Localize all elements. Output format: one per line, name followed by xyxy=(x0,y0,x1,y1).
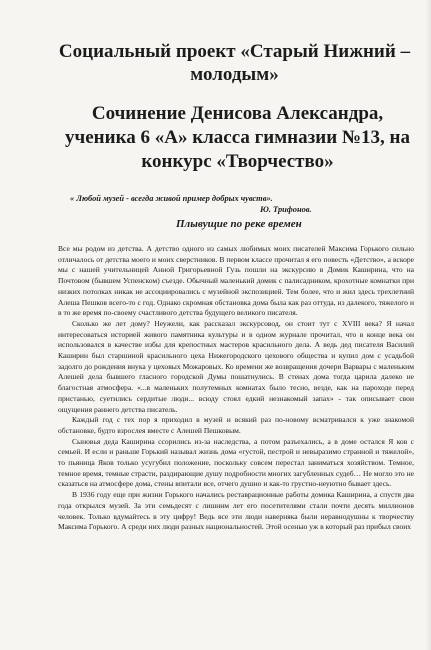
essay-title: Сочинение Денисова Александра, ученика 6 «А» класса гимназии №13, на конкурс «Творчество» xyxy=(65,103,410,172)
epigraph-quote: « Любой музей - всегда живой пример добрых чувств». xyxy=(70,194,273,203)
scan-edge-shadow xyxy=(425,0,431,650)
paragraph: В 1936 году еще при жизни Горького начались реставрационные работы домика Каширина, а спустя два года открылся музей. За эти семьдесят с лишним лет его посетителями стали почти десять миллионов человек. Только вдумайтесь в эту цифру! Ведь все эти люди наверняка были неравнодушны к творчеству Максима Горького. А среди них люди разных национальностей. Этой осенью уж в который раз прибыл своих xyxy=(58,490,414,532)
paragraph: Сыновья деда Каширина ссорились из-за наследства, а потом разъехались, а в доме остался Я ков с семьей. И если и раньше Горький называл жизнь дома «густой, пестрой и невыразимо странной и тяжелой», то пьяница Яков только усугубил положение, поскольку совсем перестал заниматься хозяйством. Темное, темное время, темные страсти, раздирающие душу подробности многих загубленных судеб… Не могло это не сказаться на атмосфере дома, стены впитали все, отчего душно и как-то грустно-неуютно бывает здесь. xyxy=(58,436,414,489)
paragraph: Сколько же лет дому? Неужели, как рассказал экскурсовод, он стоит тут с XVIII века? Я начал интересоваться историей живого памятника культуры и в одном журнале прочитал, что в конце века он использовался в качестве избы для крепостных мастеров красильного дела. А ведь дед писателя Василий Каширин был старшиной красильного цеха Нижегородского цехового общества и купил дом с усадьбой задолго до рождения внука у цеховых Можаровых. Ко времени же возвращения дочери Варвары с маленьким Алешей дела бывшего гласного городской Думы пошатнулись. В стенах дома тогда царила далеко не благостная атмосфера. «...в маленьких полутемных комнатах было тесно, везде, как на пароходе перед пристанью, суетились сердитые люди... всюду стоял едкий незнакомый запах» - так описывает свои ощущения раннего детства писатель. xyxy=(58,318,414,414)
paragraph: Все мы родом из детства. А детство одного из самых любимых моих писателей Максима Горького сильно отличалось от детства моего и моих сверстников. В первом классе прочитал я его повесть «Детство», а вскоре мы с нашей учительницей Анной Григорьевной Гузь пошли на экскурсию в Домик Каширина, что на Почтовом (бывшем Успенском) съезде. Обычный маленький домик с палисадником, крохотные комнатки при низких потолках никак не ассоциировались с музейной экспозицией. Тем более, что и жил здесь трехлетний Алеша Пешков всего-то с год. Однако скромная обстановка дома была как раз оттуда, из далекого, тяжелого и в то же время по-своему счастливого детства будущего великого писателя. xyxy=(58,244,414,318)
epigraph-author: Ю. Трифонов. xyxy=(260,205,312,214)
essay-body xyxy=(58,244,414,533)
paragraph: Каждый год с тех пор я приходил в музей и всякий раз по-новому всматривался к уже знакомой обстановке, будто взрослея вместе с Алешей Пешковым. xyxy=(58,415,414,435)
project-title: Социальный проект «Старый Нижний – молодым» xyxy=(58,41,411,85)
essay-subtitle: Плывущие по реке времен xyxy=(176,218,302,230)
